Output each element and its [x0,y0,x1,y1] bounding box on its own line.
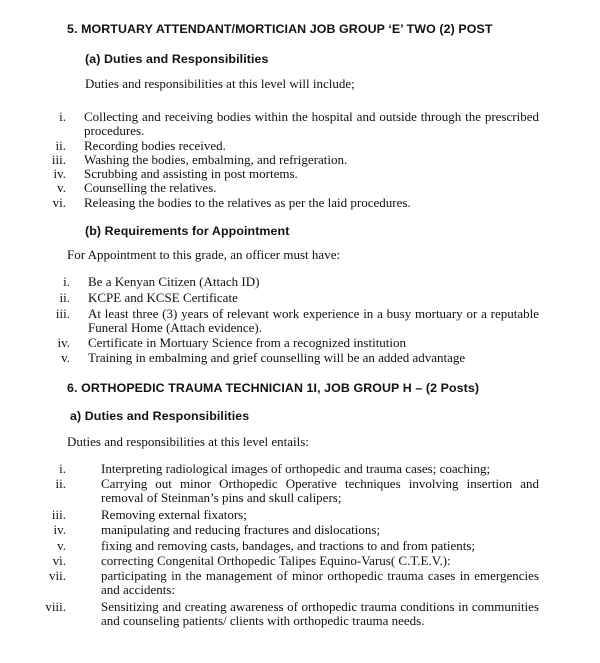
list-item-text: Carrying out minor Orthopedic Operative techniques involving insertion and removal of Steinman’s pins and skull calipers; [101,476,539,506]
list-item-text: correcting Congenital Orthopedic Talipes Equino-Varus( C.T.E.V.): [101,553,451,568]
section-5-duties-heading: (a) Duties and Responsibilities [85,52,269,66]
list-item-number: ii. [55,138,66,153]
list-item-number: iv. [53,166,66,181]
list-item-text: Scrubbing and assisting in post mortems. [84,166,298,181]
list-item-text: Washing the bodies, embalming, and refrigeration. [84,152,348,167]
section-6-duties-heading: a) Duties and Responsibilities [70,409,250,423]
section-5-title: 5. MORTUARY ATTENDANT/MORTICIAN JOB GROUP ‘E’ TWO (2) POST [67,22,493,36]
list-item-text: Collecting and receiving bodies within the hospital and outside through the prescribed procedures. [84,109,539,139]
list-item-number: i. [59,109,66,124]
list-item-number: ii. [55,476,66,491]
list-item-text: At least three (3) years of relevant work experience in a busy mortuary or a reputable Funeral Home (Attach evidence). [88,306,539,336]
list-item-number: v. [57,180,66,195]
list-item-text: Removing external fixators; [101,507,247,522]
list-item-number: vi. [52,553,66,568]
list-item-number: ii. [59,290,70,305]
list-item-number: iii. [55,306,70,321]
section-5-requirements-heading: (b) Requirements for Appointment [85,224,290,238]
list-item-number: vi. [52,195,66,210]
list-item-text: KCPE and KCSE Certificate [88,290,238,305]
list-item-text: Training in embalming and grief counselling will be an added advantage [88,350,466,365]
list-item-text: Certificate in Mortuary Science from a recognized institution [88,335,407,350]
list-item-number: viii. [45,599,66,614]
list-item-text: Counselling the relatives. [84,180,217,195]
list-item-text: Releasing the bodies to the relatives as per the laid procedures. [84,195,411,210]
list-item-number: v. [57,538,66,553]
list-item-text: Recording bodies received. [84,138,226,153]
section-6-title: 6. ORTHOPEDIC TRAUMA TECHNICIAN 1I, JOB GROUP H – (2 Posts) [67,381,480,395]
list-item-number: i. [63,274,70,289]
section-5-requirements-intro: For Appointment to this grade, an officer must have: [67,247,341,262]
list-item-text: participating in the management of minor orthopedic trauma cases in emergencies and accidents: [101,568,539,598]
section-5-duties-intro: Duties and responsibilities at this level will include; [85,76,355,91]
list-item-text: Interpreting radiological images of orthopedic and trauma cases; coaching; [101,461,491,476]
list-item-number: iii. [51,152,66,167]
list-item-text: fixing and removing casts, bandages, and tractions to and from patients; [101,538,476,553]
list-item-number: iv. [57,335,70,350]
list-item-number: iv. [53,522,66,537]
list-item-text: manipulating and reducing fractures and dislocations; [101,522,381,537]
list-item-number: iii. [51,507,66,522]
list-item-number: vii. [49,568,66,583]
list-item-number: v. [61,350,70,365]
list-item-number: i. [59,461,66,476]
section-6-duties-intro: Duties and responsibilities at this level entails: [67,434,309,449]
list-item-text: Sensitizing and creating awareness of orthopedic trauma conditions in communities and counseling patients/ clients with orthopedic trauma needs. [101,599,539,629]
list-item-text: Be a Kenyan Citizen (Attach ID) [88,274,260,289]
